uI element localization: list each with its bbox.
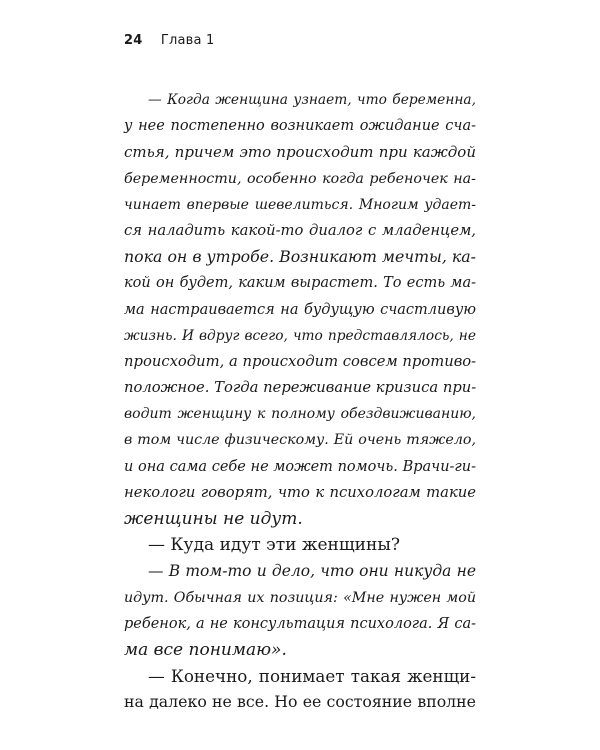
paragraph (124, 532, 476, 558)
text-line: ся наладить какой-то диалог с младенцем, (124, 221, 476, 239)
text-line: происходит, а происходит совсем противо- (124, 352, 477, 370)
text-line: — Когда женщина узнает, что беременна, (148, 92, 476, 108)
text-line: чинает впервые шевелиться. Многим удает- (124, 196, 476, 213)
body-text (124, 87, 476, 716)
paragraph (124, 558, 476, 663)
paragraph (124, 663, 476, 715)
text-line: на далеко не все. Но ее состояние вполне (124, 692, 476, 712)
text-line: положное. Тогда переживание кризиса при- (124, 379, 477, 397)
text-line: кой он будет, каким вырастет. То есть ма- (124, 275, 476, 292)
text-line: некологи говорят, что к психологам такие (124, 483, 476, 501)
paragraph (124, 87, 476, 532)
text-line: и она сама себе не может помочь. Врачи-ги- (124, 458, 476, 475)
text-line: ма все понимаю». (124, 639, 287, 660)
text-line: стья, причем это происходит при каждой (124, 143, 476, 162)
running-head (124, 33, 214, 48)
text-line: ма настраивается на будущую счастливую (124, 301, 476, 318)
text-line: водит женщину к полному обездвиживанию, (124, 406, 476, 423)
text-line: ребенок, а не консультация психолога. Я са- (124, 615, 476, 632)
text-line: — Конечно, понимает такая женщи- (148, 666, 476, 687)
text-line: идут. Обычная их позиция: «Мне нужен мой (124, 589, 476, 606)
text-line: жизнь. И вдруг всего, что представлялось, не (124, 327, 476, 344)
text-line: у нее постепенно возникает ожидание сча- (124, 118, 476, 135)
text-line: пока он в утробе. Возникают мечты, ка- (124, 247, 476, 267)
text-line: — Куда идут эти женщины? (148, 535, 400, 556)
text-line: женщины не идут. (124, 509, 303, 529)
text-line: беременности, особенно когда ребеночек на- (124, 170, 476, 187)
chapter-title: Глава 1 (160, 33, 215, 48)
text-line: — В том-то и дело, что они никуда не (148, 562, 476, 581)
page-number: 24 (124, 33, 143, 48)
text-line: в том числе физическому. Ей очень тяжело, (124, 432, 476, 449)
